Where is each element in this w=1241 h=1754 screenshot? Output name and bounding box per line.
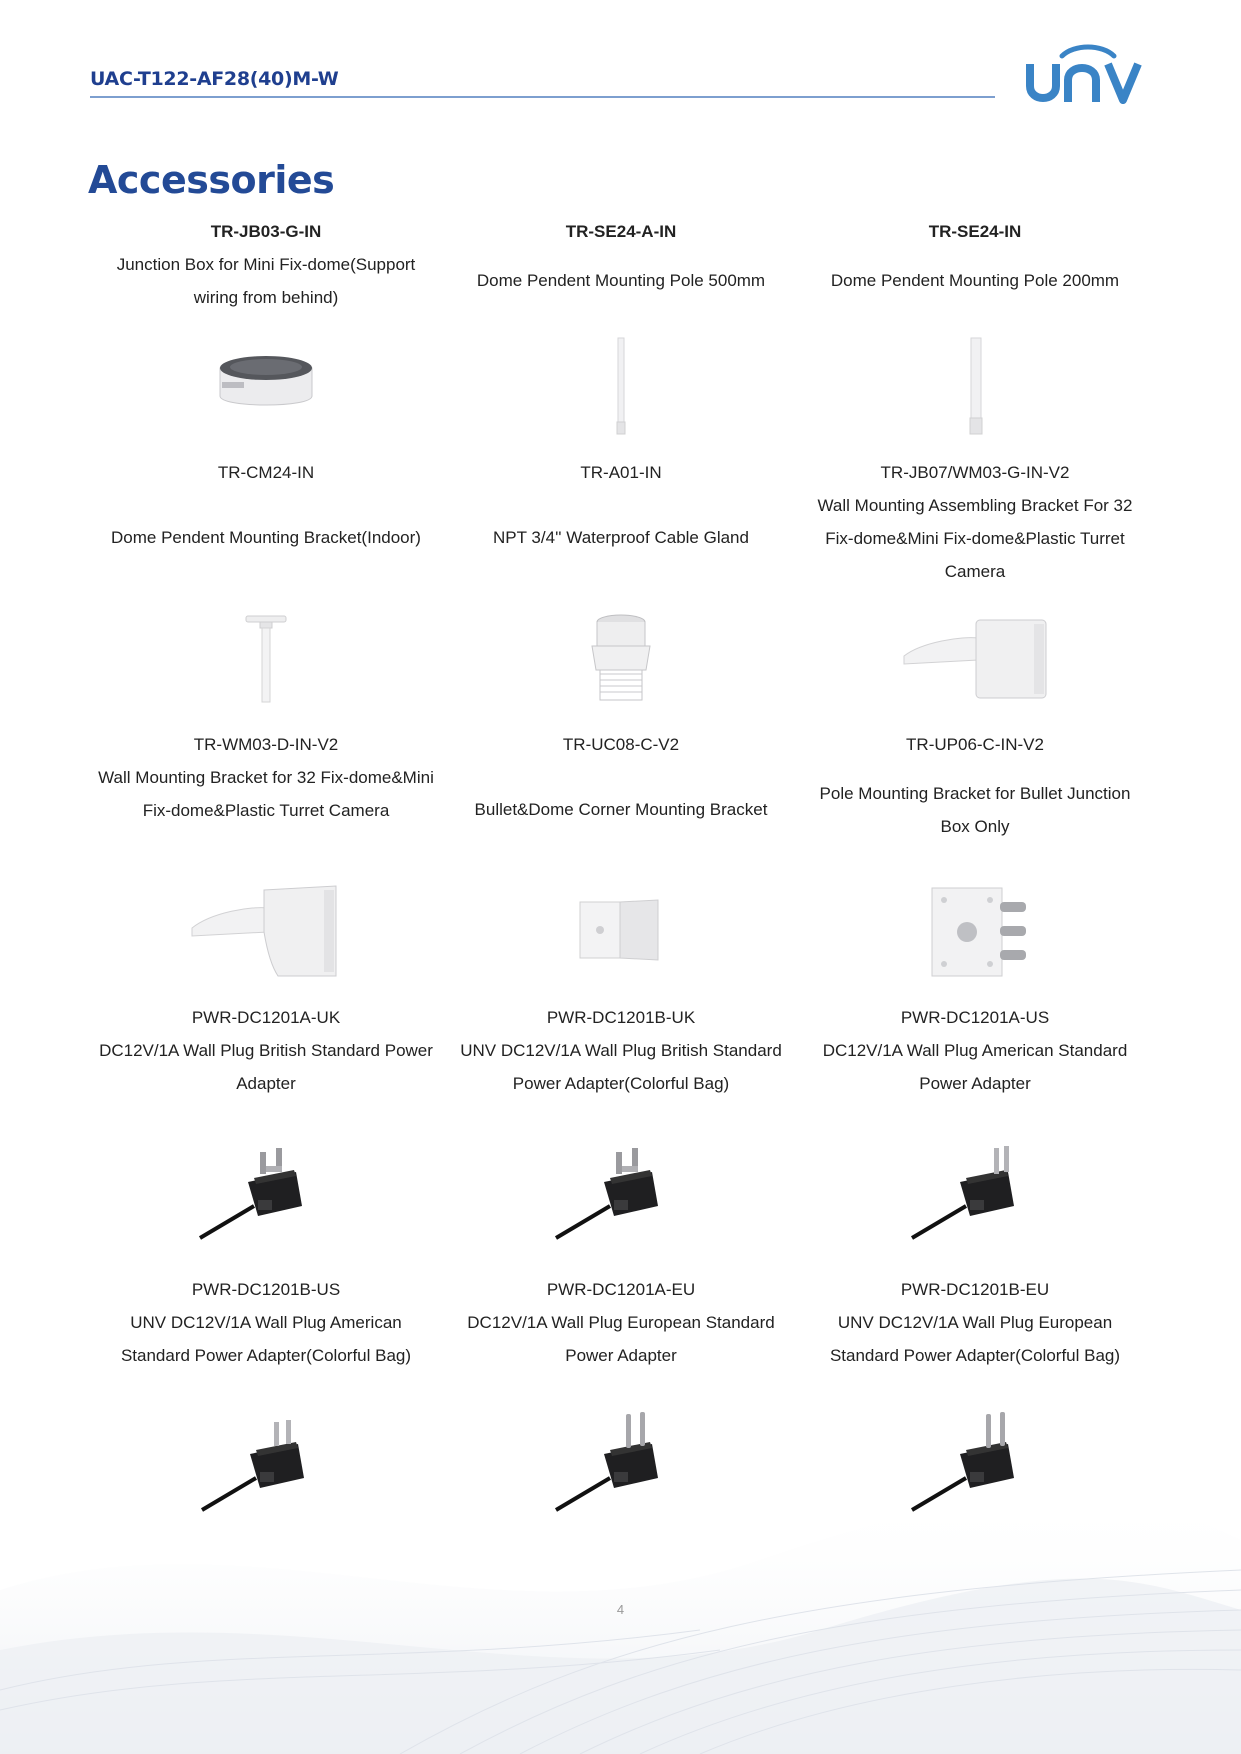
wall-assembling-bracket-image (902, 616, 1050, 702)
accessory-item (805, 1001, 1145, 1100)
model-number: UAC-T122-AF28(40)M-W (90, 68, 339, 90)
accessory-item (451, 1273, 791, 1372)
accessory-item (451, 728, 791, 826)
accessory-item (96, 456, 436, 554)
wall-mounting-bracket-image (190, 884, 340, 978)
eu-power-adapter-image (908, 1410, 1032, 1514)
header-divider (90, 96, 995, 98)
item-code: TR-SE24-A-IN (565, 222, 677, 241)
item-code: PWR-DC1201B-UK (546, 1008, 696, 1027)
item-description: Dome Pendent Mounting Pole 200mm (830, 271, 1120, 290)
accessory-item (805, 456, 1145, 588)
accessory-item (451, 215, 791, 297)
pole-mounting-bracket-image (930, 886, 1030, 978)
item-code: PWR-DC1201B-EU (900, 1280, 1050, 1299)
item-description: Wall Mounting Assembling Bracket For 32 Fix-dome&Mini Fix-dome&Plastic Turret Camera (817, 496, 1133, 581)
item-description: Pole Mounting Bracket for Bullet Junction Box Only (819, 784, 1131, 836)
item-description: UNV DC12V/1A Wall Plug American Standard Power Adapter(Colorful Bag) (120, 1313, 412, 1365)
item-description: Dome Pendent Mounting Pole 500mm (476, 271, 766, 290)
accessory-item (96, 728, 436, 827)
uk-power-adapter-image (552, 1142, 676, 1242)
item-description: DC12V/1A Wall Plug European Standard Power Adapter (467, 1313, 775, 1365)
us-power-adapter-image (198, 1414, 322, 1514)
item-description: Wall Mounting Bracket for 32 Fix-dome&Mini Fix-dome&Plastic Turret Camera (98, 768, 434, 820)
page-number: 4 (616, 1602, 625, 1617)
accessory-item (96, 1001, 436, 1100)
item-code: TR-JB07/WM03-G-IN-V2 (880, 463, 1070, 482)
item-code: TR-WM03-D-IN-V2 (193, 735, 339, 754)
accessory-item (805, 215, 1145, 297)
accessory-item (805, 728, 1145, 843)
accessory-item (451, 1001, 791, 1100)
item-code: TR-SE24-IN (928, 222, 1022, 241)
item-code: PWR-DC1201B-US (191, 1280, 341, 1299)
item-description: NPT 3/4'' Waterproof Cable Gland (493, 528, 749, 547)
eu-power-adapter-image (552, 1410, 676, 1514)
cable-gland-image (588, 612, 654, 704)
accessory-item (805, 1273, 1145, 1372)
item-description: UNV DC12V/1A Wall Plug European Standard Power Adapter(Colorful Bag) (829, 1313, 1121, 1365)
junction-box-image (216, 350, 316, 420)
accessory-item (451, 456, 791, 554)
item-code: PWR-DC1201A-US (900, 1008, 1050, 1027)
item-code: PWR-DC1201A-UK (191, 1008, 341, 1027)
item-code: TR-JB03-G-IN (210, 222, 322, 241)
item-code: PWR-DC1201A-EU (546, 1280, 696, 1299)
unv-logo (1026, 42, 1148, 108)
us-power-adapter-image (908, 1142, 1032, 1242)
uk-power-adapter-image (196, 1142, 320, 1242)
section-title: Accessories (88, 158, 335, 202)
item-code: TR-A01-IN (580, 463, 662, 482)
item-code: TR-UP06-C-IN-V2 (906, 735, 1044, 754)
item-description: UNV DC12V/1A Wall Plug British Standard Power Adapter(Colorful Bag) (460, 1041, 782, 1093)
corner-bracket-image (578, 898, 660, 962)
item-description: Bullet&Dome Corner Mounting Bracket (474, 800, 768, 819)
pendant-bracket-image (244, 612, 288, 706)
accessory-item (96, 215, 436, 314)
mounting-pole-200mm-image (967, 336, 985, 438)
item-description: Dome Pendent Mounting Bracket(Indoor) (111, 528, 421, 547)
item-description: DC12V/1A Wall Plug British Standard Power Adapter (99, 1041, 433, 1093)
item-code: TR-UC08-C-V2 (562, 735, 680, 754)
mounting-pole-500mm-image (614, 336, 628, 438)
accessory-item (96, 1273, 436, 1372)
item-code: TR-CM24-IN (217, 463, 315, 482)
item-description: Junction Box for Mini Fix-dome(Support wiring from behind) (116, 255, 416, 307)
item-description: DC12V/1A Wall Plug American Standard Power Adapter (822, 1041, 1128, 1093)
